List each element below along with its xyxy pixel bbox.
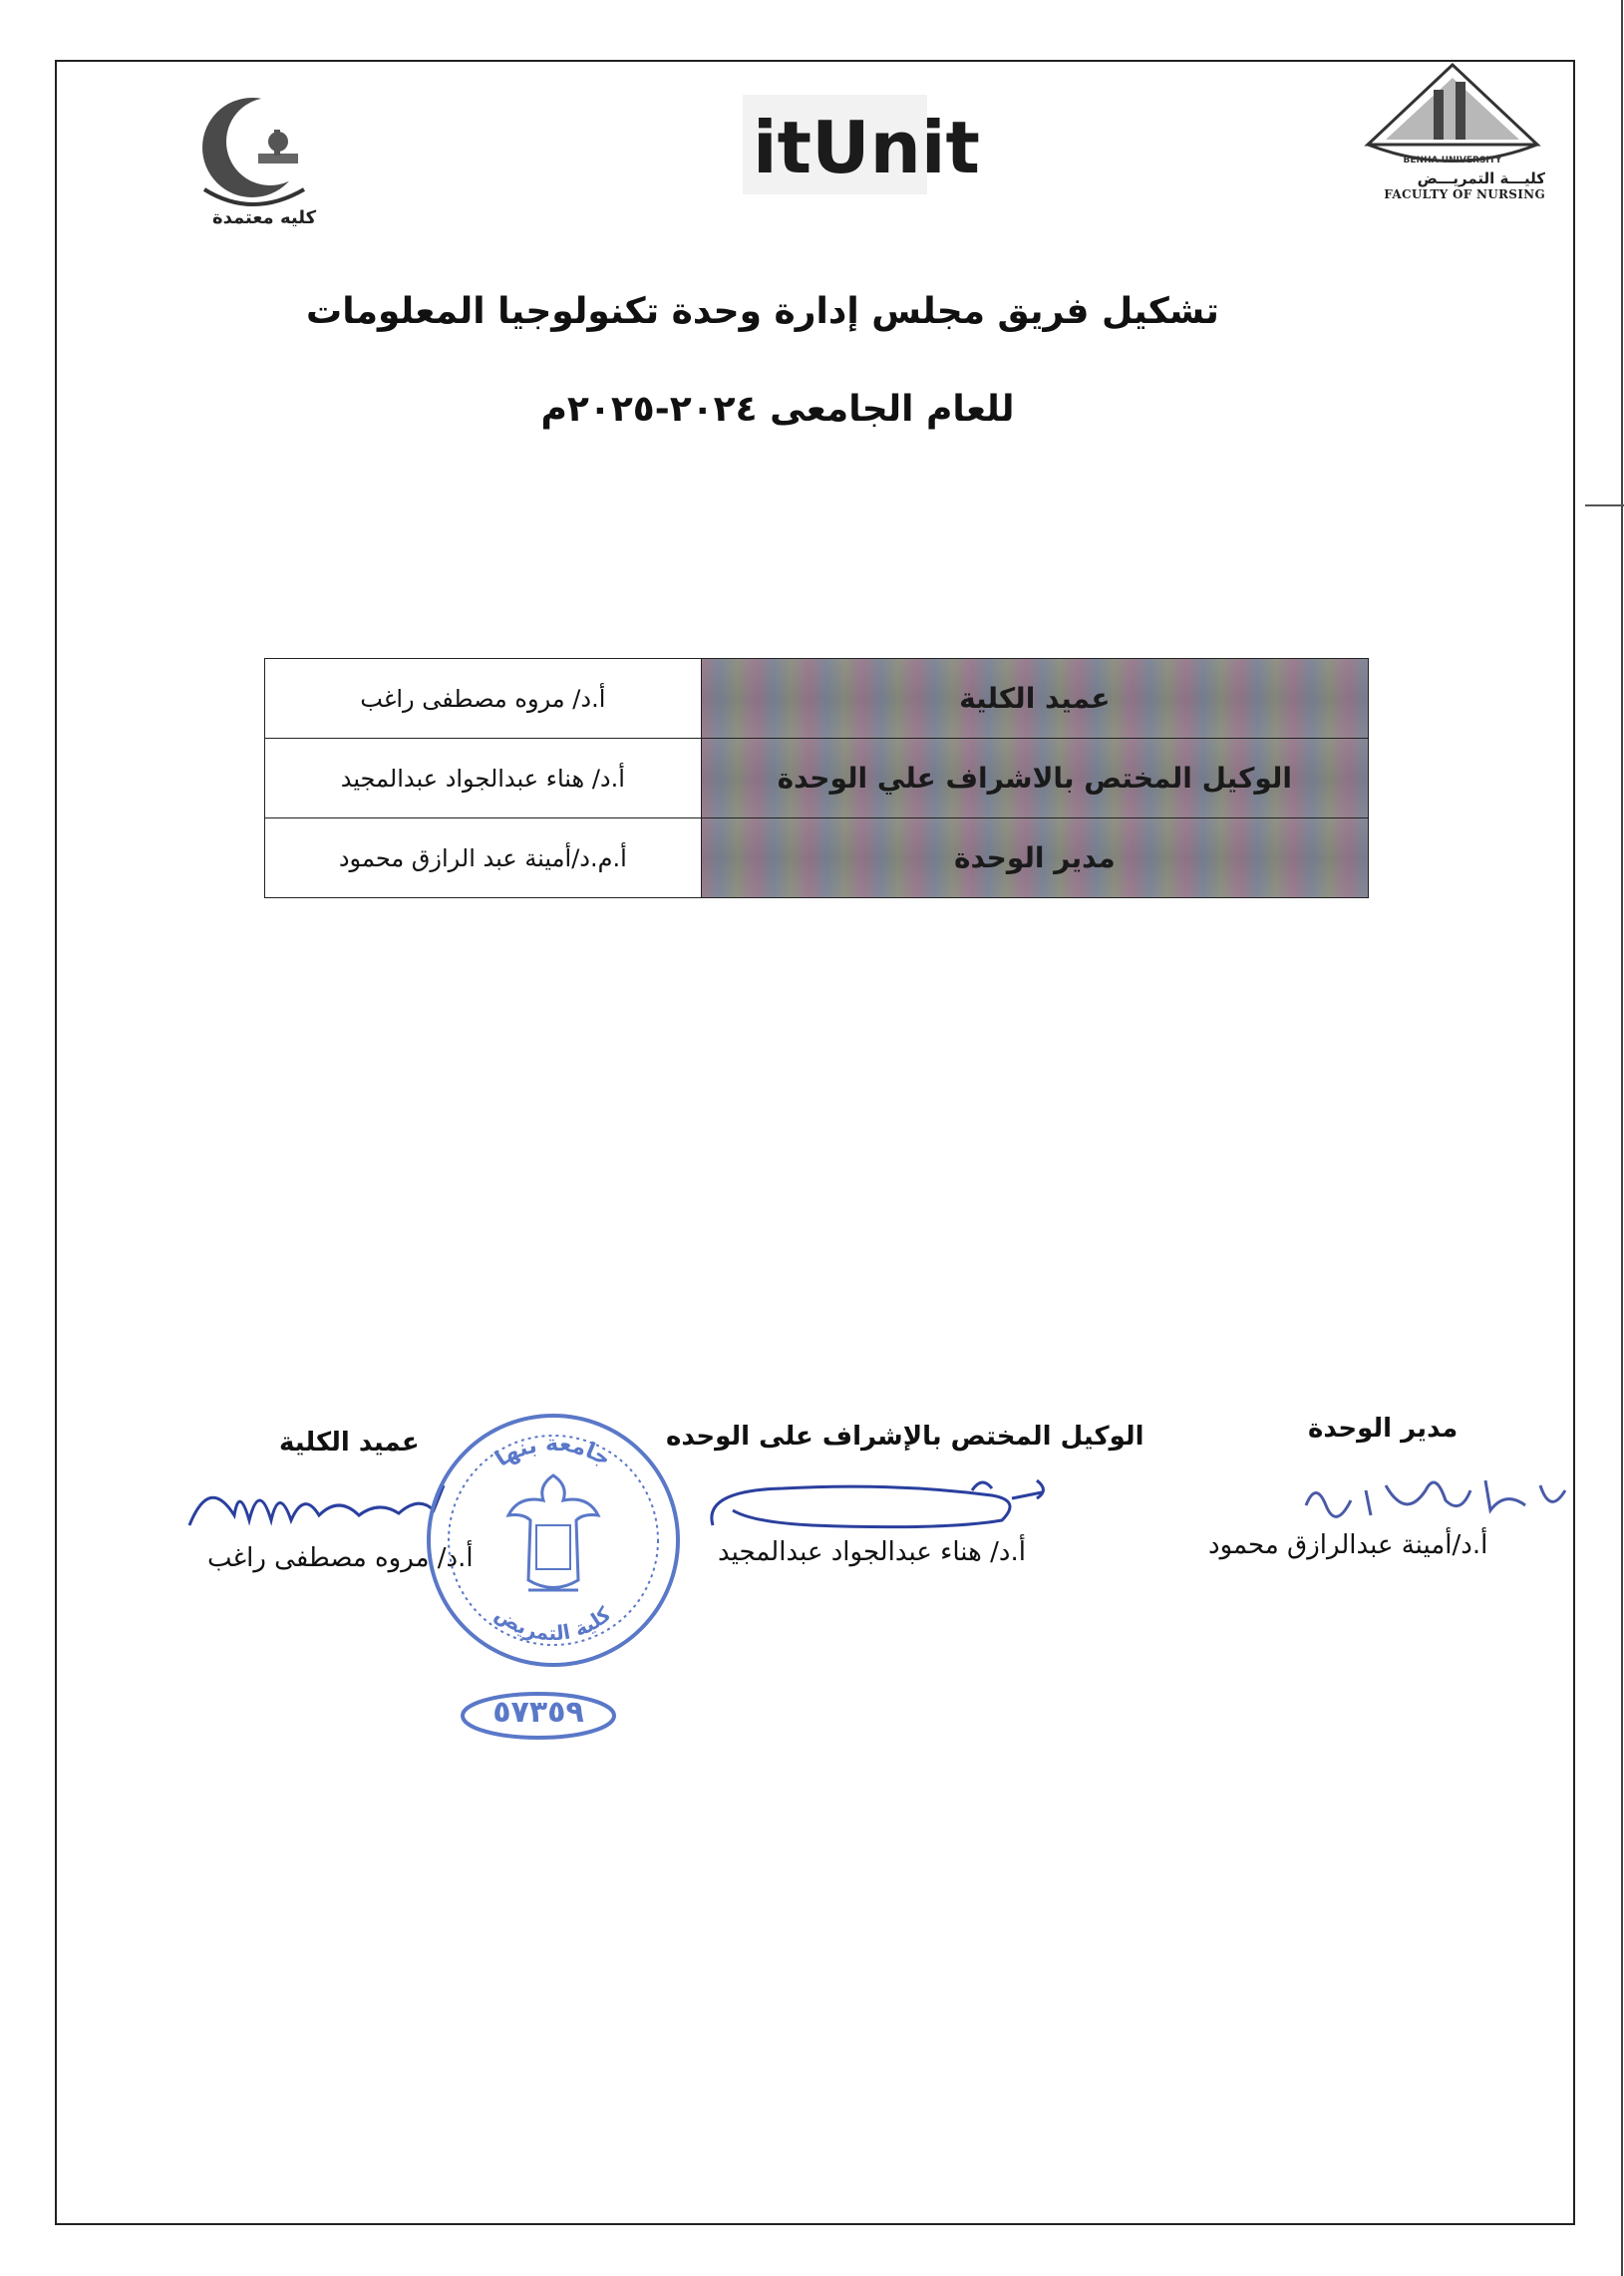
faculty-english-name: FACULTY OF NURSING [1384,187,1545,201]
signature-title-unit-manager: مدير الوحدة [1308,1414,1459,1444]
svg-text:itUnit: itUnit [753,106,980,189]
member-name-cell: أ.د/ هناء عبدالجواد عبدالمجيد [265,739,702,818]
svg-text:جامعة بنها: جامعة بنها [490,1431,615,1472]
role-cell: الوكيل المختص بالاشراف علي الوحدة [701,739,1368,818]
role-cell: عميد الكلية [701,659,1368,739]
svg-text:كلية التمريض: كلية التمريض [490,1601,616,1646]
member-name-cell: أ.د/ مروه مصطفى راغب [265,659,702,739]
table-row [265,739,1369,818]
accreditation-caption: كليه معتمدة [211,207,317,228]
official-stamp [419,1406,688,1675]
role-cell: مدير الوحدة [701,818,1368,898]
unit-manager-signature [1296,1461,1580,1530]
faculty-arabic-name: كليـــة التمريـــض [1417,169,1545,187]
dean-signature [179,1465,459,1545]
academic-year: للعام الجامعى ٢٠٢٤-٢٠٢٥م [540,389,1015,430]
table-row [265,659,1369,739]
faculty-of-nursing-logo [1356,60,1550,179]
team-table [264,658,1369,898]
signature-name-vice-dean: أ.د/ هناء عبدالجواد عبدالمجيد [718,1537,1026,1567]
scan-edge-line [1621,0,1623,2276]
vice-dean-signature [693,1470,1072,1545]
document-title: تشكيل فريق مجلس إدارة وحدة تكنولوجيا المعلومات [306,291,1219,332]
itunit-logo [743,95,980,194]
page-border [55,60,1575,2225]
signature-name-unit-manager: أ.د/أمينة عبدالرازق محمود [1208,1530,1488,1560]
stamp-number: ٥٧٣٥٩ [492,1695,584,1730]
table-row [265,818,1369,898]
scan-edge-mark [1585,504,1624,506]
signature-name-dean: أ.د/ مروه مصطفى راغب [207,1543,474,1573]
signature-title-dean: عميد الكلية [279,1428,420,1458]
svg-text:BENHA UNIVERSITY: BENHA UNIVERSITY [1403,156,1502,165]
signature-title-vice-dean: الوكيل المختص بالإشراف على الوحده [666,1422,1144,1452]
member-name-cell: أ.م.د/أمينة عبد الرازق محمود [265,818,702,898]
